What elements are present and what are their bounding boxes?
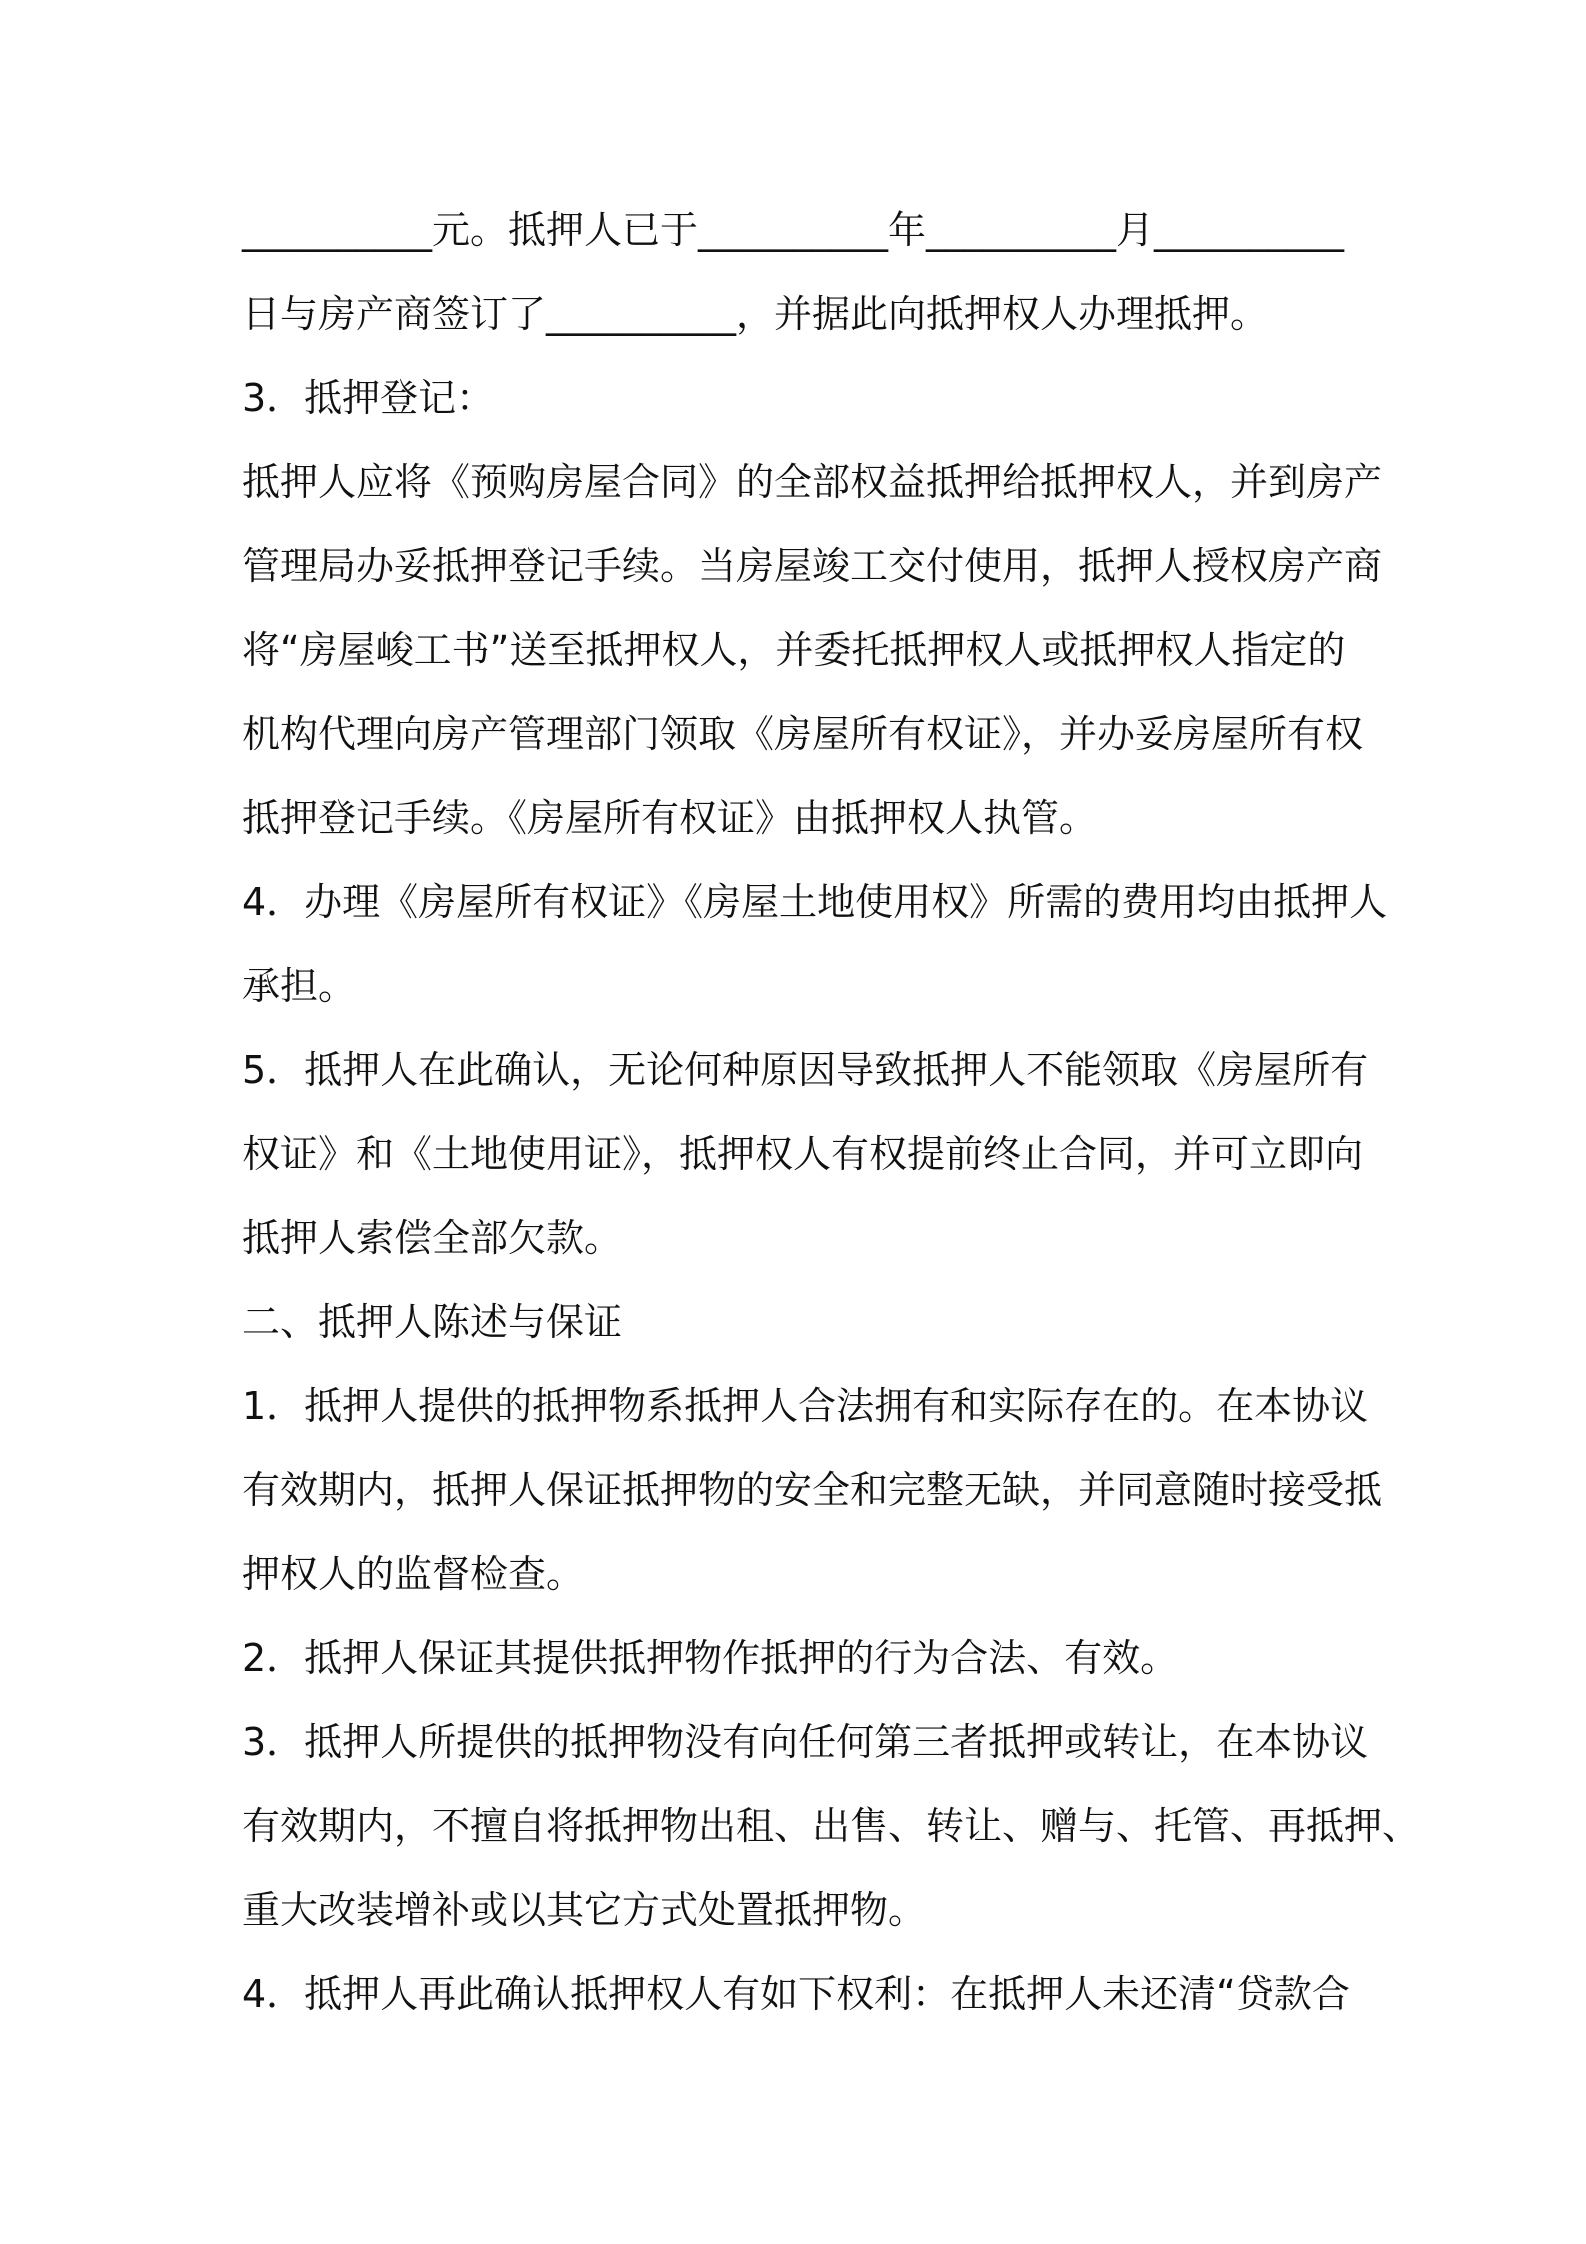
text-line: 1．抵押人提供的抵押物系抵押人合法拥有和实际存在的。在本协议 bbox=[242, 1384, 1369, 1428]
text-line: 押权人的监督检查。 bbox=[242, 1552, 585, 1596]
text-line: 抵押登记手续。《房屋所有权证》由抵押权人执管。 bbox=[242, 796, 1098, 840]
text-line: 将“房屋峻工书”送至抵押权人，并委托抵押权人或抵押权人指定的 bbox=[242, 628, 1346, 672]
text-line: 日与房产商签订了__________，并据此向抵押权人办理抵押。 bbox=[242, 292, 1269, 336]
text-line: 机构代理向房产管理部门领取《房屋所有权证》，并办妥房屋所有权 bbox=[242, 712, 1364, 756]
text-line: 有效期内，不擅自将抵押物出租、出售、转让、赠与、托管、再抵押、 bbox=[242, 1804, 1421, 1848]
text-line: __________元。抵押人已于__________年__________月__________ bbox=[242, 208, 1345, 252]
text-line: 管理局办妥抵押登记手续。当房屋竣工交付使用，抵押人授权房产商 bbox=[242, 544, 1383, 588]
text-line: 重大改装增补或以其它方式处置抵押物。 bbox=[242, 1888, 927, 1932]
text-line: 4．抵押人再此确认抵押权人有如下权利：在抵押人未还清“贷款合 bbox=[242, 1972, 1350, 2016]
text-line: 5．抵押人在此确认，无论何种原因导致抵押人不能领取《房屋所有 bbox=[242, 1048, 1369, 1092]
text-line: 2．抵押人保证其提供抵押物作抵押的行为合法、有效。 bbox=[242, 1636, 1179, 1680]
text-line: 抵押人应将《预购房屋合同》的全部权益抵押给抵押权人，并到房产 bbox=[242, 460, 1383, 504]
text-line: 3．抵押人所提供的抵押物没有向任何第三者抵押或转让，在本协议 bbox=[242, 1720, 1369, 1764]
text-line: 抵押人索偿全部欠款。 bbox=[242, 1216, 623, 1260]
text-line: 4．办理《房屋所有权证》《房屋土地使用权》所需的费用均由抵押人 bbox=[242, 880, 1388, 924]
section-heading: 3．抵押登记： bbox=[242, 376, 495, 420]
text-line: 承担。 bbox=[242, 964, 357, 1008]
text-line: 有效期内，抵押人保证抵押物的安全和完整无缺，并同意随时接受抵 bbox=[242, 1468, 1383, 1512]
section-heading: 二、抵押人陈述与保证 bbox=[242, 1300, 623, 1344]
text-line: 权证》和《土地使用证》，抵押权人有权提前终止合同，并可立即向 bbox=[242, 1132, 1364, 1176]
